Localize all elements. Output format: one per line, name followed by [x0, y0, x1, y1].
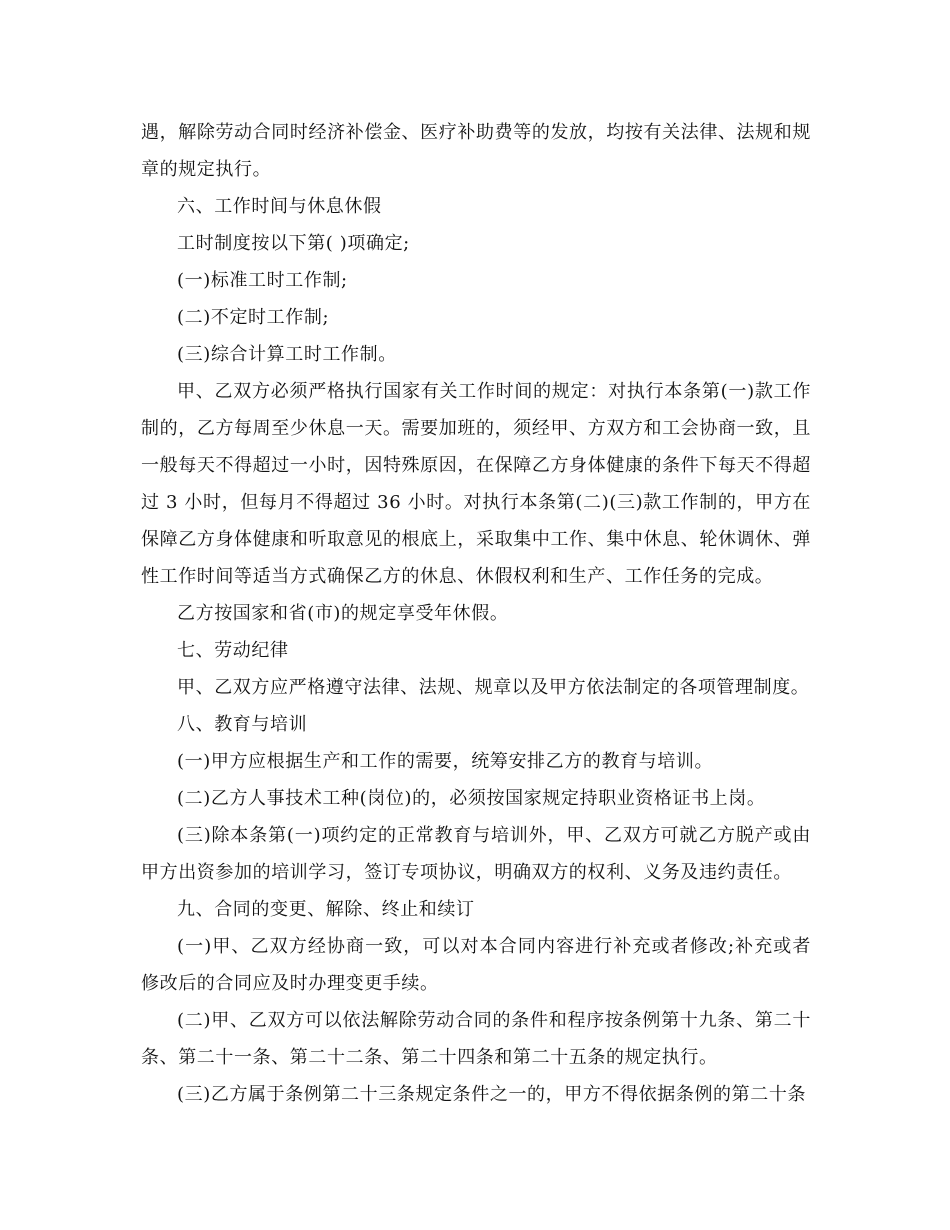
- list-item-training-arrangement: (一)甲方应根据生产和工作的需要，统筹安排乙方的教育与培训。: [177, 751, 714, 772]
- document-body: [141, 114, 811, 1113]
- list-item-qualification-certificate: (二)乙方人事技术工种(岗位)的，必须按国家规定持职业资格证书上岗。: [177, 788, 766, 809]
- list-item-contract-modification: (一)甲、乙双方经协商一致，可以对本合同内容进行补充或者修改;补充或者修改后的合同应及时办理变更手续。: [141, 936, 811, 994]
- paragraph-working-time-rules: 甲、乙双方必须严格执行国家有关工作时间的规定：对执行本条第(一)款工作制的，乙方每周至少休息一天。需要加班的，须经甲、方双方和工会协商一致，且一般每天不得超过一小时，因特殊原因，在保障乙方身体健康的条件下每天不得超过 3 小时，但每月不得超过 36 小时。对执行本条第(二)(三)款工作制的，甲方在保障乙方身体健康和听取意见的根底上，采取集中工作、集中休息、轮休调休、弹性工作时间等适当方式确保乙方的休息、休假权利和生产、工作任务的完成。: [141, 381, 811, 587]
- list-item-special-training-agreement: (三)除本条第(一)项约定的正常教育与培训外，甲、乙双方可就乙方脱产或由甲方出资参加的培训学习，签订专项协议，明确双方的权利、义务及违约责任。: [141, 825, 811, 883]
- list-item-contract-termination: (二)甲、乙双方可以依法解除劳动合同的条件和程序按条例第十九条、第二十条、第二十一条、第二十二条、第二十四条和第二十五条的规定执行。: [141, 1010, 811, 1068]
- paragraph-work-hours-system: 工时制度按以下第( )项确定;: [177, 233, 410, 254]
- paragraph-labor-discipline: 甲、乙双方应严格遵守法律、法规、规章以及甲方依法制定的各项管理制度。: [177, 677, 810, 698]
- section-heading-labor-discipline: 七、劳动纪律: [177, 640, 289, 661]
- section-heading-education-training: 八、教育与培训: [177, 714, 308, 735]
- section-heading-work-hours: 六、工作时间与休息休假: [177, 196, 382, 217]
- paragraph-annual-leave: 乙方按国家和省(市)的规定享受年休假。: [177, 603, 509, 624]
- section-heading-contract-changes: 九、合同的变更、解除、终止和续订: [177, 899, 475, 920]
- paragraph-1: 遇，解除劳动合同时经济补偿金、医疗补助费等的发放，均按有关法律、法规和规章的规定执行。: [141, 122, 811, 180]
- list-item-flexible-hours: (二)不定时工作制;: [177, 307, 330, 328]
- list-item-comprehensive-hours: (三)综合计算工时工作制。: [177, 344, 397, 365]
- list-item-termination-restriction: (三)乙方属于条例第二十三条规定条件之一的，甲方不得依据条例的第二十条: [177, 1084, 807, 1105]
- list-item-standard-hours: (一)标准工时工作制;: [177, 270, 348, 291]
